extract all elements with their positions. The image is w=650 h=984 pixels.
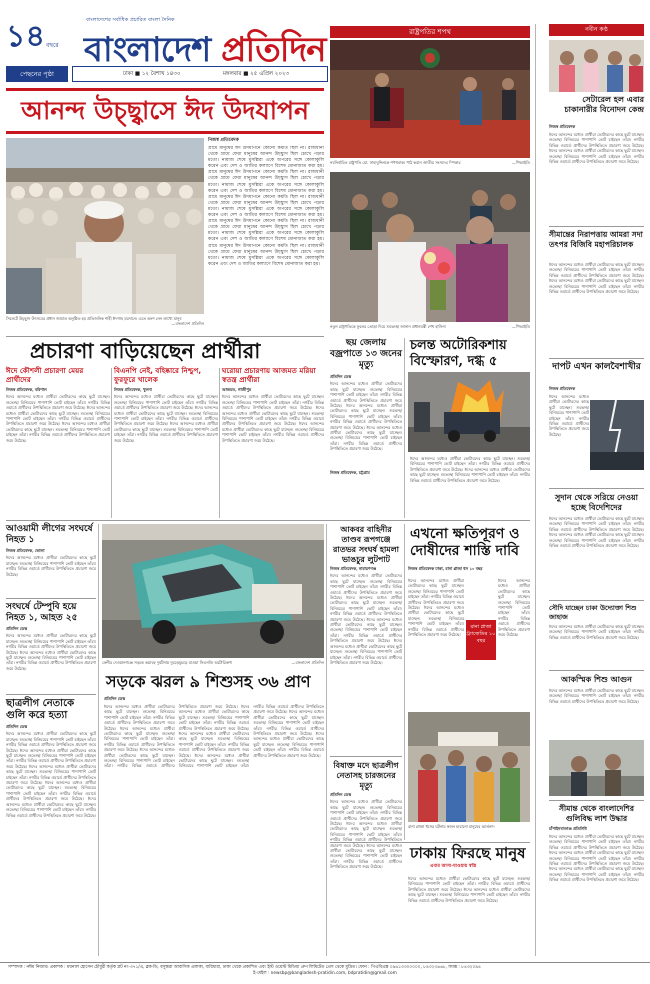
right-item-1-body [549, 132, 644, 224]
compensation-byline: নিজস্ব প্রতিবেদক ঢাকা, রানা প্লাজা ধস ১০ বছর [408, 566, 483, 571]
crash-caption-text: ফেনীর দেওয়ানগঞ্জে সড়কে ভয়াবহ দুর্ঘটনায় দুমড়েমুচড়ে যাওয়া সিএনজি অটোরিকশা [102, 660, 232, 665]
comp-body-text-c: ঈদের আনন্দের মধ্যেও প্রার্থীরা ভোটারদের কাছে ছুটে যাচ্ছেন। শুভেচ্ছা বিনিময়ের পাশাপাশি ভোট চাইছেন তাঁরা। নগরীর বিভিন্ন ওয়ার্ডে প্রার্থীদের উপস্থিতিতে প্রচারণা জমে উঠেছে। [498, 578, 530, 638]
divider [330, 756, 402, 757]
eid-body-text-4: গ্রামে মানুষের ঈদ উদযাপনে কোনো কমতি ছিল না। রাজধানী থেকে গ্রামে ফেরা মানুষের আনন্দ উচ্ছ্বাস ছিল চোখে পড়ার মতো। নামাজ শেষে মুসল্লিরা একে অপরের সঙ্গে কোলাকুলি করেন এবং দেশ ও জাতির কল্যাণে বিশেষ মোনাজাত করা হয়। [208, 219, 324, 243]
accident-body-text: ঈদের আনন্দের মধ্যেও প্রার্থীরা ভোটারদের কাছে ছুটে যাচ্ছেন। শুভেচ্ছা বিনিময়ের পাশাপাশি ভোট চাইছেন তাঁরা। নগরীর বিভিন্ন ওয়ার্ডে প্রার্থীদের উপস্থিতিতে প্রচারণা জমে উঠেছে। [104, 704, 175, 731]
divider [219, 368, 220, 518]
campaign-subhead-3: ঘরোয়া প্রচারণায় আজমত মরিয়া স্বতন্ত্র প্রার্থীরা [222, 366, 316, 384]
students-photo [549, 40, 644, 92]
trailer-body-text: ঈদের আনন্দের মধ্যেও প্রার্থীরা ভোটারদের কাছে ছুটে যাচ্ছেন। শুভেচ্ছা বিনিময়ের পাশাপাশি ভোট চাইছেন তাঁরা। নগরীর বিভিন্ন ওয়ার্ডে প্রার্থীদের উপস্থিতিতে প্রচারণা জমে উঠেছে। [6, 633, 96, 655]
right2-body-text-b: ঈদের আনন্দের মধ্যেও প্রার্থীরা ভোটারদের কাছে ছুটে যাচ্ছেন। শুভেচ্ছা বিনিময়ের পাশাপাশি ভোট চাইছেন তাঁরা। নগরীর বিভিন্ন ওয়ার্ডে প্রার্থীদের উপস্থিতিতে প্রচারণা জমে উঠেছে। [549, 278, 644, 295]
right2-body-text: ঈদের আনন্দের মধ্যেও প্রার্থীরা ভোটারদের কাছে ছুটে যাচ্ছেন। শুভেচ্ছা বিনিময়ের পাশাপাশি ভোট চাইছেন তাঁরা। নগরীর বিভিন্ন ওয়ার্ডে প্রার্থীদের উপস্থিতিতে প্রচারণা জমে উঠেছে। [549, 262, 644, 278]
police-body [330, 573, 402, 739]
accident-body-text-g: ঈদের আনন্দের মধ্যেও প্রার্থীরা ভোটারদের কাছে ছুটে যাচ্ছেন। শুভেচ্ছা বিনিময়ের পাশাপাশি ভোট চাইছেন তাঁরা। নগরীর বিভিন্ন ওয়ার্ডে প্রার্থীদের উপস্থিতিতে প্রচারণা জমে উঠেছে। [253, 709, 324, 737]
crash-photo-caption [102, 660, 324, 670]
comp-body-text: ঈদের আনন্দের মধ্যেও প্রার্থীরা ভোটারদের কাছে ছুটে যাচ্ছেন। শুভেচ্ছা বিনিময়ের পাশাপাশি ভোট চাইছেন তাঁরা। নগরীর বিভিন্ন ওয়ার্ডে প্রার্থীদের উপস্থিতিতে প্রচারণা জমে উঠেছে। [408, 578, 464, 611]
police-body-text-b: ঈদের আনন্দের মধ্যেও প্রার্থীরা ভোটারদের কাছে ছুটে যাচ্ছেন। শুভেচ্ছা বিনিময়ের পাশাপাশি ভোট চাইছেন তাঁরা। নগরীর বিভিন্ন ওয়ার্ডে প্রার্থীদের উপস্থিতিতে প্রচারণা জমে উঠেছে। [330, 595, 402, 622]
oath-caption-text: নবনির্বাচিত রাষ্ট্রপতি মো. সাহাবুদ্দিনকে শপথবাক্য পাঠ করান জাতীয় সংসদের স্পিকার [330, 160, 461, 165]
campaign-body-2 [114, 394, 218, 504]
divider [326, 524, 327, 956]
right6-body-text: ঈদের আনন্দের মধ্যেও প্রার্থীরা ভোটারদের কাছে ছুটে যাচ্ছেন। শুভেচ্ছা বিনিময়ের পাশাপাশি ভোট চাইছেন তাঁরা। নগরীর বিভিন্ন ওয়ার্ডে প্রার্থীদের উপস্থিতিতে প্রচারণা জমে উঠেছে। [549, 688, 644, 704]
greeting-photo-caption [330, 324, 530, 334]
right7-body-text: ঈদের আনন্দের মধ্যেও প্রার্থীরা ভোটারদের কাছে ছুটে যাচ্ছেন। শুভেচ্ছা বিনিময়ের পাশাপাশি ভোট চাইছেন তাঁরা। নগরীর বিভিন্ন ওয়ার্ডে প্রার্থীদের উপস্থিতিতে প্রচারণা জমে উঠেছে। [549, 834, 644, 850]
campaign-body-text-h: ঈদের আনন্দের মধ্যেও প্রার্থীরা ভোটারদের কাছে ছুটে যাচ্ছেন। শুভেচ্ছা বিনিময়ের পাশাপাশি ভোট চাইছেন তাঁরা। নগরীর বিভিন্ন ওয়ার্ডে প্রার্থীদের উপস্থিতিতে প্রচারণা জমে উঠেছে। [222, 405, 324, 427]
accident-body-text-d: ঈদের আনন্দের মধ্যেও প্রার্থীরা ভোটারদের কাছে ছুটে যাচ্ছেন। শুভেচ্ছা বিনিময়ের পাশাপাশি ভোট চাইছেন তাঁরা। নগরীর বিভিন্ন ওয়ার্ডে প্রার্থীদের উপস্থিতিতে প্রচারণা জমে উঠেছে। [178, 704, 250, 731]
oath-photo-credit: —পিআইডি [511, 160, 530, 165]
campaign-col-1 [6, 366, 110, 516]
return-body [408, 876, 530, 956]
divider [404, 338, 405, 518]
trailer-body-text-b: ঈদের আনন্দের মধ্যেও প্রার্থীরা ভোটারদের কাছে ছুটে যাচ্ছেন। শুভেচ্ছা বিনিময়ের পাশাপাশি ভোট চাইছেন তাঁরা। নগরীর বিভিন্ন ওয়ার্ডে প্রার্থীদের উপস্থিতিতে প্রচারণা জমে উঠেছে। [6, 649, 96, 671]
divider [330, 842, 530, 843]
anniversary-number: ১৪ [6, 19, 45, 54]
autorickshaw-body-text-b: ঈদের আনন্দের মধ্যেও প্রার্থীরা ভোটারদের কাছে ছুটে যাচ্ছেন। শুভেচ্ছা বিনিময়ের পাশাপাশি ভোট চাইছেন তাঁরা। নগরীর বিভিন্ন ওয়ার্ডে প্রার্থীদের উপস্থিতিতে প্রচারণা জমে উঠেছে। [410, 466, 530, 483]
poison-byline: প্রতিদিন ডেস্ক [330, 792, 352, 797]
paper-name-part1: বাংলাদেশ [84, 30, 222, 70]
greeting-photo [330, 172, 530, 322]
lightning-body-text: ঈদের আনন্দের মধ্যেও প্রার্থীরা ভোটারদের কাছে ছুটে যাচ্ছেন। শুভেচ্ছা বিনিময়ের পাশাপাশি ভোট চাইছেন তাঁরা। নগরীর বিভিন্ন ওয়ার্ডে প্রার্থীদের উপস্থিতিতে প্রচারণা জমে উঠেছে। [330, 381, 402, 409]
eid-body [208, 146, 324, 332]
campaign-body-text-f: ঈদের আনন্দের মধ্যেও প্রার্থীরা ভোটারদের কাছে ছুটে যাচ্ছেন। শুভেচ্ছা বিনিময়ের পাশাপাশি ভোট চাইছেন তাঁরা। নগরীর বিভিন্ন ওয়ার্ডে প্রার্থীদের উপস্থিতিতে প্রচারণা জমে উঠেছে। [114, 421, 218, 443]
poison-body [330, 799, 402, 949]
crashed-vehicle-photo [102, 524, 324, 658]
police-body-text-c: ঈদের আনন্দের মধ্যেও প্রার্থীরা ভোটারদের কাছে ছুটে যাচ্ছেন। শুভেচ্ছা বিনিময়ের পাশাপাশি ভোট চাইছেন তাঁরা। নগরীর বিভিন্ন ওয়ার্ডে প্রার্থীদের উপস্থিতিতে প্রচারণা জমে উঠেছে। [330, 616, 402, 644]
oath-photo-caption [330, 160, 530, 170]
campaign-body-text: ঈদের আনন্দের মধ্যেও প্রার্থীরা ভোটারদের কাছে ছুটে যাচ্ছেন। শুভেচ্ছা বিনিময়ের পাশাপাশি ভোট চাইছেন তাঁরা। নগরীর বিভিন্ন ওয়ার্ডে প্রার্থীদের উপস্থিতিতে প্রচারণা জমে উঠেছে। [6, 394, 110, 411]
right-item-5-headline: সৌদি যাচ্ছেন চাকা উদ্যোক্তা শিশু জাহাজ [549, 604, 637, 621]
divider [6, 598, 96, 599]
campaign-body-text-i: ঈদের আনন্দের মধ্যেও প্রার্থীরা ভোটারদের কাছে ছুটে যাচ্ছেন। শুভেচ্ছা বিনিময়ের পাশাপাশি ভোট চাইছেন তাঁরা। নগরীর বিভিন্ন ওয়ার্ডে প্রার্থীদের উপস্থিতিতে প্রচারণা জমে উঠেছে। [222, 421, 324, 443]
paper-tagline: বাংলাদেশের সর্বাধিক প্রচারিত বাংলা দৈনিক [86, 17, 175, 23]
right-item-6-headline: আকস্মিক শিশু আগুন [561, 674, 632, 684]
campaign-headline: প্রচারণা বাড়িয়েছেন প্রার্থীরা [30, 338, 261, 363]
police-headline: আকবর বাহিনীর তাণ্ডব রূপগঞ্জে রাতভর সংঘর্ষ হামলা ভাঙচুর লুটপাট [333, 524, 399, 564]
eid-prayer-photo [6, 138, 204, 314]
student-body-text-c: ঈদের আনন্দের মধ্যেও প্রার্থীরা ভোটারদের কাছে ছুটে যাচ্ছেন। শুভেচ্ছা বিনিময়ের পাশাপাশি ভোট চাইছেন তাঁরা। নগরীর বিভিন্ন ওয়ার্ডে প্রার্থীদের উপস্থিতিতে প্রচারণা জমে উঠেছে। [6, 763, 96, 786]
eid-headline-banner [6, 88, 324, 134]
trailer-byline: প্রতিদিন ডেস্ক [6, 626, 28, 631]
imprint-footer [0, 962, 650, 984]
compensation-headline: এখনো ক্ষতিপূরণ ও দোষীদের শাস্তি দাবি [410, 526, 520, 559]
back-page-label: পেছনের পৃষ্ঠা [6, 66, 68, 82]
awami-story [6, 524, 96, 598]
trailer-story [6, 602, 96, 692]
divider [111, 368, 112, 518]
campaign-body-text-g: ঈদের আনন্দের মধ্যেও প্রার্থীরা ভোটারদের কাছে ছুটে যাচ্ছেন। শুভেচ্ছা বিনিময়ের পাশাপাশি ভোট চাইছেন তাঁরা। নগরীর বিভিন্ন ওয়ার্ডে প্রার্থীদের উপস্থিতিতে প্রচারণা জমে উঠেছে। [222, 394, 324, 411]
right1-body-text: ঈদের আনন্দের মধ্যেও প্রার্থীরা ভোটারদের কাছে ছুটে যাচ্ছেন। শুভেচ্ছা বিনিময়ের পাশাপাশি ভোট চাইছেন তাঁরা। নগরীর বিভিন্ন ওয়ার্ডে প্রার্থীদের উপস্থিতিতে প্রচারণা জমে উঠেছে। [549, 132, 644, 148]
campaign-byline-3: আজমত, গাজীপুর [222, 387, 251, 392]
poison-body-text: ঈদের আনন্দের মধ্যেও প্রার্থীরা ভোটারদের কাছে ছুটে যাচ্ছেন। শুভেচ্ছা বিনিময়ের পাশাপাশি ভোট চাইছেন তাঁরা। নগরীর বিভিন্ন ওয়ার্ডে প্রার্থীদের উপস্থিতিতে প্রচারণা জমে উঠেছে। [330, 799, 402, 827]
student-leader-story [6, 698, 96, 956]
student-leader-byline: প্রতিদিন ডেস্ক [6, 724, 28, 729]
eid-caption-text: সিলেটে উচ্ছ্বাস উৎসবের প্রধান জামাত অনুষ্ঠিত হয় প্রতিজনিক শাহী ঈদগাহ ময়দানে। এতে অংশ নেন লাখো মানুষ [6, 316, 182, 321]
date-bangla: ঢাকা ■ ১২ বৈশাখ ১৪৩০ [123, 71, 181, 77]
campaign-body-1 [6, 394, 110, 504]
return-subhead: এবার আসা-যাওয়ায় স্বস্তি [430, 864, 477, 869]
divider [549, 600, 644, 601]
date-english: মঙ্গলবার ■ ২৫ এপ্রিল ২০২৩ [223, 71, 290, 77]
right4-body-text-b: ঈদের আনন্দের মধ্যেও প্রার্থীরা ভোটারদের কাছে ছুটে যাচ্ছেন। শুভেচ্ছা বিনিময়ের পাশাপাশি ভোট চাইছেন তাঁরা। নগরীর বিভিন্ন ওয়ার্ডে প্রার্থীদের উপস্থিতিতে প্রচারণা জমে উঠেছে। [549, 532, 644, 549]
police-byline: নিজস্ব প্রতিবেদক, নারায়ণগঞ্জ [330, 566, 377, 571]
accident-body-text-f: ঈদের আনন্দের মধ্যেও প্রার্থীরা ভোটারদের কাছে ছুটে যাচ্ছেন। শুভেচ্ছা বিনিময়ের পাশাপাশি ভোট চাইছেন তাঁরা। নগরীর বিভিন্ন ওয়ার্ডে প্রার্থীদের উপস্থিতিতে প্রচারণা জমে উঠেছে। [178, 704, 324, 769]
right-item-7-byline: চাঁপাইনবাবগঞ্জ প্রতিনিধি [549, 826, 587, 831]
right7-body-text-b: ঈদের আনন্দের মধ্যেও প্রার্থীরা ভোটারদের কাছে ছুটে যাচ্ছেন। শুভেচ্ছা বিনিময়ের পাশাপাশি ভোট চাইছেন তাঁরা। নগরীর বিভিন্ন ওয়ার্ডে প্রার্থীদের উপস্থিতিতে প্রচারণা জমে উঠেছে। [549, 850, 644, 867]
divider [6, 520, 530, 521]
student-body-text: ঈদের আনন্দের মধ্যেও প্রার্থীরা ভোটারদের কাছে ছুটে যাচ্ছেন। শুভেচ্ছা বিনিময়ের পাশাপাশি ভোট চাইছেন তাঁরা। নগরীর বিভিন্ন ওয়ার্ডে প্রার্থীদের উপস্থিতিতে প্রচারণা জমে উঠেছে। [6, 731, 96, 753]
eid-body-text-2: গ্রামে মানুষের ঈদ উদযাপনে কোনো কমতি ছিল না। রাজধানী থেকে গ্রামে ফেরা মানুষের আনন্দ উচ্ছ্বাস ছিল চোখে পড়ার মতো। নামাজ শেষে মুসল্লিরা একে অপরের সঙ্গে কোলাকুলি করেন এবং দেশ ও জাতির কল্যাণে বিশেষ মোনাজাত করা হয়। [208, 170, 324, 194]
lightning-body [330, 381, 402, 507]
campaign-byline-2: নিজস্ব প্রতিবেদক, খুলনা [114, 387, 152, 392]
divider [535, 24, 536, 956]
right-section-tag: নবীন কণ্ঠ [549, 24, 644, 36]
divider [549, 226, 644, 227]
poison-story [330, 760, 402, 956]
right-item-7-headline: সীমান্ত থেকে বাংলাদেশির গুলিবিদ্ধ লাশ উদ্ধার [559, 804, 634, 823]
right-item-1-byline: নিজস্ব প্রতিবেদক [549, 124, 576, 129]
return-body-text: ঈদের আনন্দের মধ্যেও প্রার্থীরা ভোটারদের কাছে ছুটে যাচ্ছেন। শুভেচ্ছা বিনিময়ের পাশাপাশি ভোট চাইছেন তাঁরা। নগরীর বিভিন্ন ওয়ার্ডে প্রার্থীদের উপস্থিতিতে প্রচারণা জমে উঠেছে। [408, 876, 530, 892]
return-headline: ঢাকায় ফিরছে মানুষ [410, 844, 526, 862]
awami-headline: আওয়ামী লীগের সংঘর্ষে নিহত ১ [6, 524, 93, 545]
paper-name-part2: প্রতিদিন [221, 30, 326, 70]
oath-ceremony-photo [330, 40, 530, 158]
right3-body-text: ঈদের আনন্দের মধ্যেও প্রার্থীরা ভোটারদের কাছে ছুটে যাচ্ছেন। শুভেচ্ছা বিনিময়ের পাশাপাশি ভোট চাইছেন তাঁরা। নগরীর বিভিন্ন ওয়ার্ডে প্রার্থীদের উপস্থিতিতে প্রচারণা জমে উঠেছে। [549, 394, 589, 437]
campaign-body-3 [222, 394, 324, 504]
divider [98, 524, 99, 956]
accident-body [104, 704, 324, 956]
lightning-body-text-c: ঈদের আনন্দের মধ্যেও প্রার্থীরা ভোটারদের কাছে ছুটে যাচ্ছেন। শুভেচ্ছা বিনিময়ের পাশাপাশি ভোট চাইছেন তাঁরা। নগরীর বিভিন্ন ওয়ার্ডে প্রার্থীদের উপস্থিতিতে প্রচারণা জমে উঠেছে। [330, 424, 402, 452]
compensation-body [408, 578, 530, 708]
awami-body [6, 555, 96, 593]
student-leader-headline: ছাত্রলীগ নেতাকে গুলি করে হত্যা [6, 698, 75, 721]
autorickshaw-fire-photo [408, 372, 530, 452]
awami-byline: নিজস্ব প্রতিবেদক, ভোলা [6, 548, 45, 553]
eid-body-text-5: গ্রামে মানুষের ঈদ উদযাপনে কোনো কমতি ছিল না। রাজধানী থেকে গ্রামে ফেরা মানুষের আনন্দ উচ্ছ্বাস ছিল চোখে পড়ার মতো। নামাজ শেষে মুসল্লিরা একে অপরের সঙ্গে কোলাকুলি করেন এবং দেশ ও জাতির কল্যাণে বিশেষ মোনাজাত করা হয়। [208, 243, 324, 267]
campaign-col-2 [114, 366, 218, 516]
right-item-1-headline: সেটারেল হল এবার চাকানারীর বিনোদন কেন্দ্র [564, 94, 644, 114]
campaign-body-text-b: ঈদের আনন্দের মধ্যেও প্রার্থীরা ভোটারদের কাছে ছুটে যাচ্ছেন। শুভেচ্ছা বিনিময়ের পাশাপাশি ভোট চাইছেন তাঁরা। নগরীর বিভিন্ন ওয়ার্ডে প্রার্থীদের উপস্থিতিতে প্রচারণা জমে উঠেছে। [6, 405, 110, 427]
right7-body-text-c: ঈদের আনন্দের মধ্যেও প্রার্থীরা ভোটারদের কাছে ছুটে যাচ্ছেন। শুভেচ্ছা বিনিময়ের পাশাপাশি ভোট চাইছেন তাঁরা। নগরীর বিভিন্ন ওয়ার্ডে প্রার্থীদের উপস্থিতিতে প্রচারণা জমে উঠেছে। [549, 866, 644, 883]
campaign-body-text-e: ঈদের আনন্দের মধ্যেও প্রার্থীরা ভোটারদের কাছে ছুটে যাচ্ছেন। শুভেচ্ছা বিনিময়ের পাশাপাশি ভোট চাইছেন তাঁরা। নগরীর বিভিন্ন ওয়ার্ডে প্রার্থীদের উপস্থিতিতে প্রচারণা জমে উঠেছে। [114, 405, 218, 427]
campaign-subhead-2: বিএনপি নেই, বহিষ্কারে নিশ্চুপ, ফুরফুরে খালেক [114, 366, 202, 384]
storm-photo [590, 400, 644, 470]
divider [6, 336, 324, 337]
divider [549, 670, 644, 671]
student-body-text-e: ঈদের আনন্দের মধ্যেও প্রার্থীরা ভোটারদের কাছে ছুটে যাচ্ছেন। শুভেচ্ছা বিনিময়ের পাশাপাশি ভোট চাইছেন তাঁরা। নগরীর বিভিন্ন ওয়ার্ডে প্রার্থীদের উপস্থিতিতে প্রচারণা জমে উঠেছে। [6, 796, 96, 818]
lightning-body-text-b: ঈদের আনন্দের মধ্যেও প্রার্থীরা ভোটারদের কাছে ছুটে যাচ্ছেন। শুভেচ্ছা বিনিময়ের পাশাপাশি ভোট চাইছেন তাঁরা। নগরীর বিভিন্ন ওয়ার্ডে প্রার্থীদের উপস্থিতিতে প্রচারণা জমে উঠেছে। [330, 403, 402, 430]
eid-photo-caption [6, 316, 204, 332]
crash-photo-credit: —বাংলাদেশ প্রতিদিন [291, 660, 324, 665]
trailer-body [6, 633, 96, 685]
compensation-col-right [498, 578, 530, 708]
accident-headline: সড়কে ঝরল ৯ শিশুসহ ৩৬ প্রাণ [106, 672, 311, 691]
divider [549, 800, 644, 801]
rana-plaza-photo [408, 712, 530, 822]
right-item-4-body [549, 516, 644, 598]
eid-headline: আনন্দ উচ্ছ্বাসে ঈদ উদযাপন [21, 96, 309, 125]
divider [6, 694, 96, 695]
right-item-7-body [549, 834, 644, 956]
dateline [72, 66, 328, 82]
campaign-body-text-d: ঈদের আনন্দের মধ্যেও প্রার্থীরা ভোটারদের কাছে ছুটে যাচ্ছেন। শুভেচ্ছা বিনিময়ের পাশাপাশি ভোট চাইছেন তাঁরা। নগরীর বিভিন্ন ওয়ার্ডে প্রার্থীদের উপস্থিতিতে প্রচারণা জমে উঠেছে। [114, 394, 218, 411]
accident-body-text-b: ঈদের আনন্দের মধ্যেও প্রার্থীরা ভোটারদের কাছে ছুটে যাচ্ছেন। শুভেচ্ছা বিনিময়ের পাশাপাশি ভোট চাইছেন তাঁরা। নগরীর বিভিন্ন ওয়ার্ডে প্রার্থীদের উপস্থিতিতে প্রচারণা জমে উঠেছে। [104, 725, 175, 753]
accident-byline: প্রতিদিন ডেস্ক [104, 696, 126, 701]
eid-photo-credit: —বাংলাদেশ প্রতিদিন [171, 321, 204, 327]
lightning-byline: প্রতিদিন ডেস্ক [330, 374, 352, 379]
right-item-3-byline: নিজস্ব প্রতিবেদক [549, 386, 576, 391]
poison-body-text-b: ঈদের আনন্দের মধ্যেও প্রার্থীরা ভোটারদের কাছে ছুটে যাচ্ছেন। শুভেচ্ছা বিনিময়ের পাশাপাশি ভোট চাইছেন তাঁরা। নগরীর বিভিন্ন ওয়ার্ডে প্রার্থীদের উপস্থিতিতে প্রচারণা জমে উঠেছে। [330, 821, 402, 848]
section-tag: রাষ্ট্রপতির শপথ [330, 26, 530, 38]
right-item-4-headline: সুদান থেকে সরিয়ে নেওয়া হচ্ছে বিদেশিদের [554, 492, 639, 512]
lightning-story [330, 338, 402, 518]
right1-body-text-b: ঈদের আনন্দের মধ্যেও প্রার্থীরা ভোটারদের কাছে ছুটে যাচ্ছেন। শুভেচ্ছা বিনিময়ের পাশাপাশি ভোট চাইছেন তাঁরা। নগরীর বিভিন্ন ওয়ার্ডে প্রার্থীদের উপস্থিতিতে প্রচারণা জমে উঠেছে। [549, 148, 644, 165]
rana-plaza-callout: রানা প্লাজা ট্র্যাজেডির ১০ বছর [466, 620, 496, 660]
trailer-headline: সংঘর্ষে টেম্পুবি হয়ে নিহত ১, আহত ২৫ [6, 602, 78, 623]
right5-body-text: ঈদের আনন্দের মধ্যেও প্রার্থীরা ভোটারদের কাছে ছুটে যাচ্ছেন। শুভেচ্ছা বিনিময়ের পাশাপাশি ভোট চাইছেন তাঁরা। নগরীর বিভিন্ন ওয়ার্ডে প্রার্থীদের উপস্থিতিতে প্রচারণা জমে উঠেছে। [549, 624, 644, 640]
autorickshaw-body-text: ঈদের আনন্দের মধ্যেও প্রার্থীরা ভোটারদের কাছে ছুটে যাচ্ছেন। শুভেচ্ছা বিনিময়ের পাশাপাশি ভোট চাইছেন তাঁরা। নগরীর বিভিন্ন ওয়ার্ডে প্রার্থীদের উপস্থিতিতে প্রচারণা জমে উঠেছে। [410, 456, 530, 472]
right4-body-text: ঈদের আনন্দের মধ্যেও প্রার্থীরা ভোটারদের কাছে ছুটে যাচ্ছেন। শুভেচ্ছা বিনিময়ের পাশাপাশি ভোট চাইছেন তাঁরা। নগরীর বিভিন্ন ওয়ার্ডে প্রার্থীদের উপস্থিতিতে প্রচারণা জমে উঠেছে। [549, 516, 644, 532]
police-story [330, 524, 402, 754]
eid-body-text: গ্রামে মানুষের ঈদ উদযাপনে কোনো কমতি ছিল না। রাজধানী থেকে গ্রামে ফেরা মানুষের আনন্দ উচ্ছ্বাস ছিল চোখে পড়ার মতো। নামাজ শেষে মুসল্লিরা একে অপরের সঙ্গে কোলাকুলি করেন এবং দেশ ও জাতির কল্যাণে বিশেষ মোনাজাত করা হয়। [208, 146, 324, 170]
eid-byline: নিজস্ব প্রতিবেদক [208, 138, 239, 143]
right-item-5-body [549, 624, 644, 668]
right-item-3-headline: দাপট এখন কালবৈশাখীর [552, 362, 641, 372]
anniversary-logo [6, 20, 70, 60]
anniversary-label: বছরে [46, 42, 59, 49]
awami-body-text: ঈদের আনন্দের মধ্যেও প্রার্থীরা ভোটারদের কাছে ছুটে যাচ্ছেন। শুভেচ্ছা বিনিময়ের পাশাপাশি ভোট চাইছেন তাঁরা। নগরীর বিভিন্ন ওয়ার্ডে প্রার্থীদের উপস্থিতিতে প্রচারণা জমে উঠেছে। [6, 555, 96, 577]
footer-line-1: সম্পাদক : নঈম নিজাম। প্রকাশক : ময়নাল হোসেন চৌধুরী কর্তৃক প্লট নং-৩৭১/এ, ব্লক-ডি, বসুন্ধরা আবাসিক এলাকা, বারিধারা, ঢাকা থেকে প্রকাশিত এবং ইস্ট ওয়েস্ট মিডিয়া গ্রুপ লিমিটেড প্রেস থেকে মুদ্রিত। ফোন : পিএবিএক্স ০৯৬১৩৩০০০০০, ৮৪৩২৩৬৬৮, ফ্যাক্স : ৮৪৩২০৯৪ [8, 965, 481, 970]
accident-body-text-e: ঈদের আনন্দের মধ্যেও প্রার্থীরা ভোটারদের কাছে ছুটে যাচ্ছেন। শুভেচ্ছা বিনিময়ের পাশাপাশি ভোট চাইছেন তাঁরা। নগরীর বিভিন্ন ওয়ার্ডে প্রার্থীদের উপস্থিতিতে প্রচারণা জমে উঠেছে। [178, 731, 250, 758]
right-column-photo [549, 740, 644, 796]
rana-plaza-caption: রানা প্লাজা ধসের ঘটনায় স্বজন হারানো মানুষের আর্তনাদ [408, 824, 495, 829]
campaign-byline-1: নিজস্ব প্রতিবেদক, বরিশাল [6, 387, 47, 392]
divider [549, 358, 644, 359]
comp-body-text-b: ঈদের আনন্দের মধ্যেও প্রার্থীরা ভোটারদের কাছে ছুটে যাচ্ছেন। শুভেচ্ছা বিনিময়ের পাশাপাশি ভোট চাইছেন তাঁরা। নগরীর বিভিন্ন ওয়ার্ডে প্রার্থীদের উপস্থিতিতে প্রচারণা জমে উঠেছে। [408, 605, 464, 638]
eid-body-text-3: গ্রামে মানুষের ঈদ উদযাপনে কোনো কমতি ছিল না। রাজধানী থেকে গ্রামে ফেরা মানুষের আনন্দ উচ্ছ্বাস ছিল চোখে পড়ার মতো। নামাজ শেষে মুসল্লিরা একে অপরের সঙ্গে কোলাকুলি করেন এবং দেশ ও জাতির কল্যাণে বিশেষ মোনাজাত করা হয়। [208, 194, 324, 219]
student-body-text-b: ঈদের আনন্দের মধ্যেও প্রার্থীরা ভোটারদের কাছে ছুটে যাচ্ছেন। শুভেচ্ছা বিনিময়ের পাশাপাশি ভোট চাইছেন তাঁরা। নগরীর বিভিন্ন ওয়ার্ডে প্রার্থীদের উপস্থিতিতে প্রচারণা জমে উঠেছে। [6, 747, 96, 769]
poison-headline: বিষাক্ত মদে ছাত্রলীগ নেতাসহ চারজনের মৃত্যু [333, 760, 399, 790]
police-body-text: ঈদের আনন্দের মধ্যেও প্রার্থীরা ভোটারদের কাছে ছুটে যাচ্ছেন। শুভেচ্ছা বিনিময়ের পাশাপাশি ভোট চাইছেন তাঁরা। নগরীর বিভিন্ন ওয়ার্ডে প্রার্থীদের উপস্থিতিতে প্রচারণা জমে উঠেছে। [330, 573, 402, 601]
compensation-col-left [408, 578, 464, 708]
divider [404, 524, 405, 840]
return-body-text-b: ঈদের আনন্দের মধ্যেও প্রার্থীরা ভোটারদের কাছে ছুটে যাচ্ছেন। শুভেচ্ছা বিনিময়ের পাশাপাশি ভোট চাইছেন তাঁরা। নগরীর বিভিন্ন ওয়ার্ডে প্রার্থীদের উপস্থিতিতে প্রচারণা জমে উঠেছে। [408, 886, 530, 903]
poison-body-text-c: ঈদের আনন্দের মধ্যেও প্রার্থীরা ভোটারদের কাছে ছুটে যাচ্ছেন। শুভেচ্ছা বিনিময়ের পাশাপাশি ভোট চাইছেন তাঁরা। নগরীর বিভিন্ন ওয়ার্ডে প্রার্থীদের উপস্থিতিতে প্রচারণা জমে উঠেছে। [330, 842, 402, 870]
divider [549, 488, 644, 489]
student-leader-body [6, 731, 96, 947]
accident-body-text-c: ঈদের আনন্দের মধ্যেও প্রার্থীরা ভোটারদের কাছে ছুটে যাচ্ছেন। শুভেচ্ছা বিনিময়ের পাশাপাশি ভোট চাইছেন তাঁরা। নগরীর বিভিন্ন ওয়ার্ডে প্রার্থীদের উপস্থিতিতে প্রচারণা জমে উঠেছে। [104, 704, 238, 769]
lightning-headline: ছয় জেলায় বজ্রপাতে ১৩ জনের মৃত্যু [330, 338, 402, 370]
footer-line-2: ই-মেইল : newsbp@bangladesh-pratidin.com, bdpratidin@gmail.com [253, 970, 397, 976]
right-item-6-body [549, 688, 644, 738]
police-body-text-d: ঈদের আনন্দের মধ্যেও প্রার্থীরা ভোটারদের কাছে ছুটে যাচ্ছেন। শুভেচ্ছা বিনিময়ের পাশাপাশি ভোট চাইছেন তাঁরা। নগরীর বিভিন্ন ওয়ার্ডে প্রার্থীদের উপস্থিতিতে প্রচারণা জমে উঠেছে। [330, 638, 402, 665]
right-item-2-body [549, 262, 644, 356]
accident-body-text-h: ঈদের আনন্দের মধ্যেও প্রার্থীরা ভোটারদের কাছে ছুটে যাচ্ছেন। শুভেচ্ছা বিনিময়ের পাশাপাশি ভোট চাইছেন তাঁরা। নগরীর বিভিন্ন ওয়ার্ডে প্রার্থীদের উপস্থিতিতে প্রচারণা জমে উঠেছে। [253, 731, 324, 758]
campaign-col-3 [222, 366, 324, 516]
autorickshaw-body [410, 456, 530, 518]
greeting-photo-credit: —পিআইডি [511, 324, 530, 329]
campaign-subhead-1: ঈদে কৌশলী প্রচারণা মেয়র প্রার্থীদের [6, 366, 84, 384]
right-item-2-headline: সীমান্তের নিরাপত্তায় আমরা সদা তৎপর বিজিবি মহাপরিচালক [549, 230, 643, 249]
campaign-body-text-c: ঈদের আনন্দের মধ্যেও প্রার্থীরা ভোটারদের কাছে ছুটে যাচ্ছেন। শুভেচ্ছা বিনিময়ের পাশাপাশি ভোট চাইছেন তাঁরা। নগরীর বিভিন্ন ওয়ার্ডে প্রার্থীদের উপস্থিতিতে প্রচারণা জমে উঠেছে। [6, 421, 110, 443]
autorickshaw-headline: চলন্ত অটোরিকশায় বিস্ফোরণ, দগ্ধ ৫ [410, 338, 507, 369]
right-item-3-body [549, 394, 589, 484]
autorickshaw-byline: নিজস্ব প্রতিবেদক, চট্টগ্রাম [330, 470, 370, 475]
student-body-text-d: ঈদের আনন্দের মধ্যেও প্রার্থীরা ভোটারদের কাছে ছুটে যাচ্ছেন। শুভেচ্ছা বিনিময়ের পাশাপাশি ভোট চাইছেন তাঁরা। নগরীর বিভিন্ন ওয়ার্ডে প্রার্থীদের উপস্থিতিতে প্রচারণা জমে উঠেছে। [6, 780, 96, 802]
greeting-caption-text: নতুন রাষ্ট্রপতিকে ফুলের তোড়া দিয়ে শুভেচ্ছা জানান প্রধানমন্ত্রী শেখ হাসিনা [330, 324, 446, 329]
